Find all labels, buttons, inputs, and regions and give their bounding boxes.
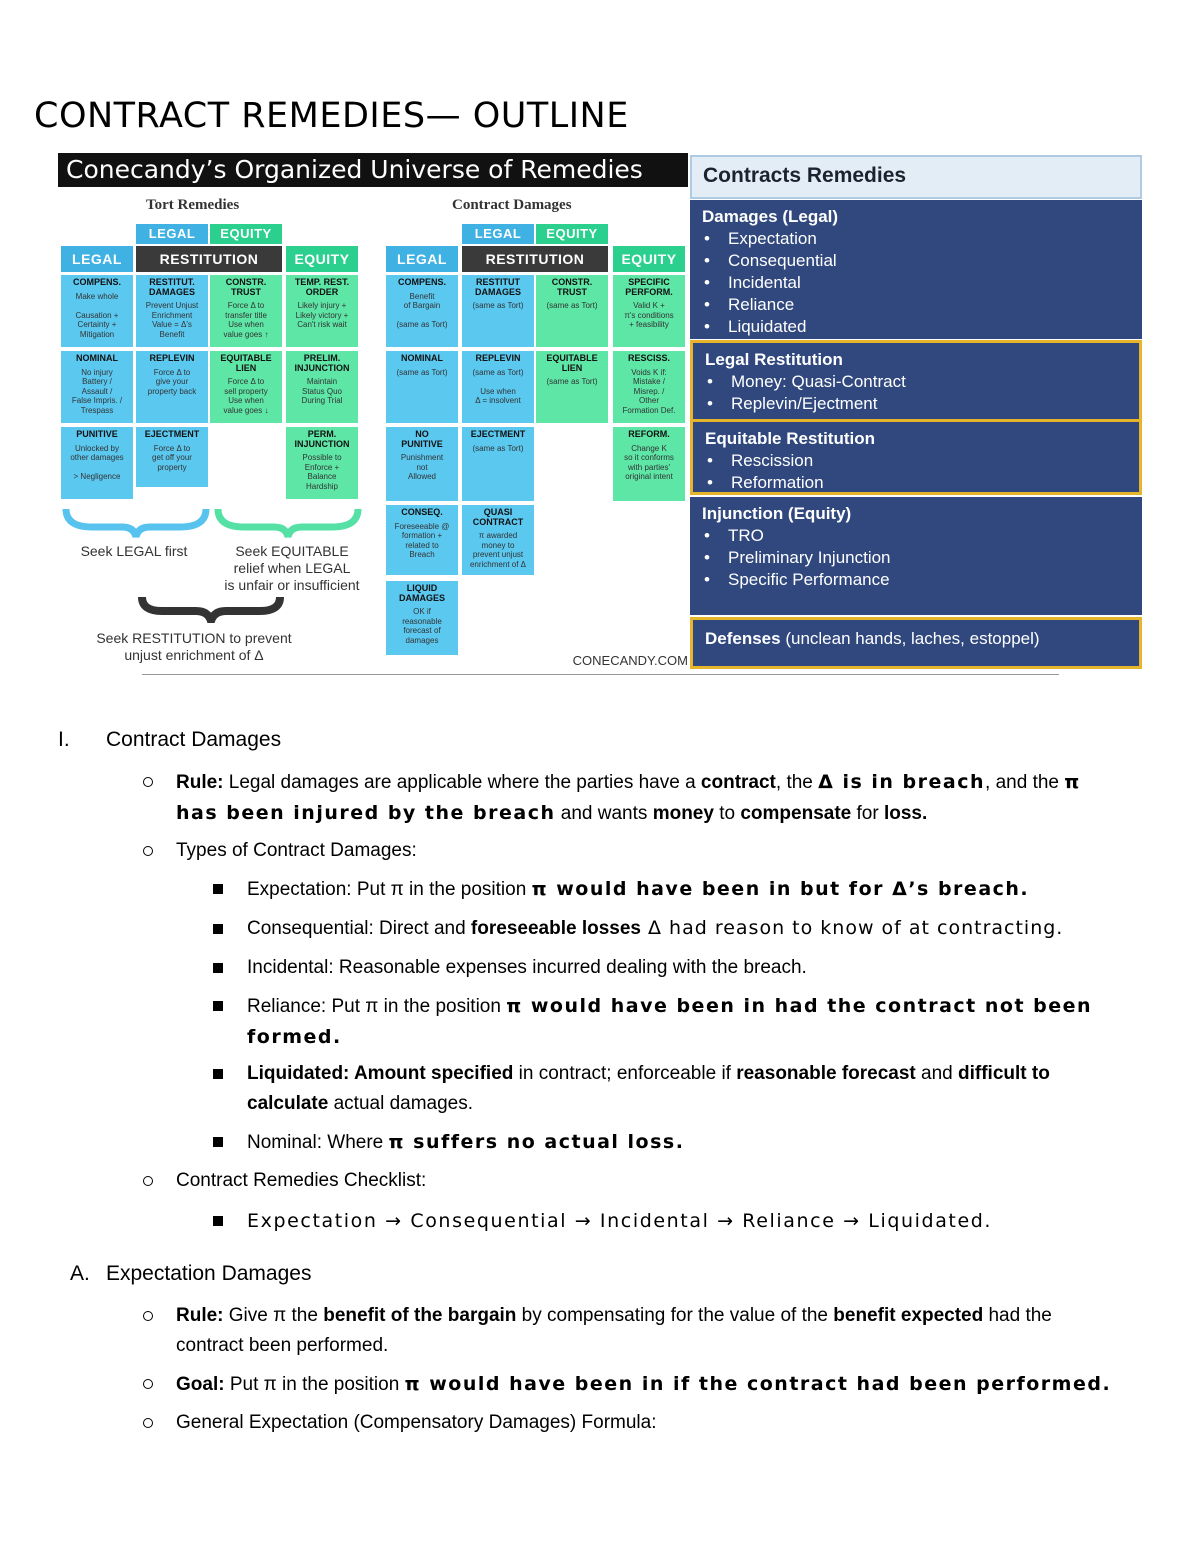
liquidated-item [247,1059,1147,1119]
cell-desc: Benefit of Bargain (same as Tort) [396,291,448,329]
cell-desc: (same as Tort) [472,301,524,310]
contract-replevin-cell [462,351,534,423]
expectation-rule-paragraph [176,1301,1156,1361]
section-heading: Expectation Damages [106,1262,312,1285]
tort-restitut-cell [136,275,208,347]
cell-title: COMPENS. [72,277,121,287]
damages-item: • Consequential [728,250,1130,272]
table-title: Contracts Remedies [690,155,1142,199]
cell-title: CONSEQ. [401,507,443,517]
equitable-restitution-item: • Reformation [731,472,1127,494]
text-run: π [1064,771,1081,793]
cell-title: REPLEVIN [149,353,195,363]
text-run: incurred dealing with the breach. [526,957,807,978]
injunction-title: Injunction (Equity) [702,504,852,523]
text-run: , and the [985,772,1065,793]
diagram-header: Conecandy’s Organized Universe of Remedies [58,153,688,187]
cell-title: RESTITUT. DAMAGES [148,277,195,297]
text-run: Give π the [223,1305,324,1326]
tort-eq-lien-cell [210,351,282,423]
square-bullet [213,884,223,894]
nominal-item [247,1127,684,1158]
contract-eq-lien-cell [536,351,608,423]
cell-desc: Force Δ to give your property back [147,367,197,396]
legal-restitution-item: • Replevin/Ejectment [731,393,1127,415]
cell-title: LIQUID DAMAGES [398,583,445,603]
text-run: Δ had reason to know of at contracting. [640,917,1064,939]
item-label: Liquidated: [247,1063,350,1084]
square-bullet [213,1001,223,1011]
tort-temp-order-cell [286,275,358,347]
circle-bullet [143,846,153,856]
checklist-item: Expectation → Consequential → Incidental → Reliance → Liquidated. [247,1210,993,1232]
cell-title: RESCISS. [627,353,670,363]
text-run: actual damages. [328,1093,474,1114]
tort-legal-header: LEGAL [61,246,133,272]
tort-perm-cell [286,427,358,499]
text-run: reasonable forecast [736,1063,916,1084]
goal-paragraph [176,1369,1111,1400]
cell-title: NOMINAL [76,353,118,363]
rule-paragraph [176,767,1166,829]
rule-label: Rule: [176,1305,224,1326]
note-seek-equitable: Seek EQUITABLE relief when LEGAL is unfair or insufficient [224,543,360,593]
tort-restitution-legal-label: LEGAL [136,224,208,244]
equitable-restitution-title: Equitable Restitution [705,429,875,448]
remedies-diagram [58,153,688,670]
contract-nominal-cell [386,351,458,423]
contract-rescission-cell [613,351,685,423]
cell-desc: (same as Tort) [396,367,448,377]
cell-title: QUASI CONTRACT [472,507,524,527]
text-run: benefit of the bargain [323,1305,517,1326]
text-run: contract been performed. [176,1335,389,1356]
damages-box [690,200,1142,339]
text-run: Where [321,1132,389,1153]
text-run: Put π in the position [351,879,532,900]
injunction-item: • Specific Performance [728,569,1130,591]
tort-compens-cell [61,275,133,347]
circle-bullet [143,1311,153,1321]
item-label: Nominal: [247,1132,322,1153]
item-label: Consequential: [247,918,374,939]
item-label: Reliance: [247,996,327,1017]
defenses-label: Defenses [705,629,781,648]
text-run: Legal damages are applicable where the parties have a [223,772,701,793]
square-bullet [213,1216,223,1226]
contract-reformation-cell [613,427,685,501]
text-run: π would have been in if the contract had been performed. [404,1373,1112,1395]
consequential-item [247,913,1063,944]
text-run: foreseeable losses [470,918,641,939]
contract-liquid-cell [386,581,458,655]
text-run: , the [775,772,819,793]
tort-restitution-header: RESTITUTION [136,246,282,272]
cell-desc: Change K so it conforms with parties' original intent [624,443,674,481]
divider [142,674,1059,675]
text-run: had the [983,1305,1052,1326]
section-heading: Contract Damages [106,728,282,751]
cell-desc: Voids K if: Mistake / Misrep. / Other Formation Def. [622,367,676,415]
text-run: contract [700,772,776,793]
cell-desc: Prevent Unjust Enrichment Value = Δ's Benefit [145,301,199,339]
text-run: Amount specified [349,1063,514,1084]
text-run: Δ is in breach [818,771,986,793]
cell-title: PUNITIVE [76,429,118,439]
contract-restitution-legal-label: LEGAL [462,224,534,244]
square-bullet [213,1137,223,1147]
cell-title: NOMINAL [401,353,443,363]
cell-desc: Valid K + π's conditions + feasibility [624,301,674,329]
text-run: π would have been in but for Δ’s breach. [531,878,1030,900]
text-run: and [915,1063,959,1084]
contract-constr-trust-cell [536,275,608,347]
cell-title: REPLEVIN [475,353,521,363]
checklist-heading: Contract Remedies Checklist: [176,1170,427,1191]
tort-prelim-cell [286,351,358,423]
damages-item: • Expectation [728,228,1130,250]
square-bullet [213,924,223,934]
cell-desc: Punishment not Allowed [400,453,444,481]
injunction-item: • Preliminary Injunction [728,547,1130,569]
contract-ejectment-cell [462,427,534,501]
text-run: compensate [740,803,852,824]
types-heading: Types of Contract Damages: [176,840,417,861]
cell-desc: Maintain Status Quo During Trial [301,377,343,405]
tort-remedies-title: Tort Remedies [146,197,240,213]
note-seek-legal: Seek LEGAL first [80,543,188,559]
equitable-restitution-item: • Rescission [731,450,1127,472]
cell-desc: π awarded money to prevent unjust enrichment of Δ [469,531,527,569]
injunction-box [690,497,1142,615]
cell-desc: Unlocked by other damages > Negligence [70,443,124,481]
cell-title: EQUITABLE LIEN [220,353,272,373]
cell-desc: (same as Tort) Use when Δ = insolvent [472,367,524,405]
circle-bullet [143,1176,153,1186]
text-run: to [713,803,741,824]
section-number: A. [70,1262,90,1285]
text-run: and wants [555,803,653,824]
equitable-restitution-box [690,419,1142,495]
cell-desc: (same as Tort) [546,377,598,386]
expectation-item [247,874,1029,905]
tort-nominal-cell [61,351,133,423]
cell-title: PERM. INJUNCTION [294,429,350,449]
defenses-box [690,617,1142,669]
circle-bullet [143,1418,153,1428]
damages-item: • Liquidated [728,316,1130,338]
cell-title: EQUITABLE LIEN [546,353,598,373]
cell-title: COMPENS. [397,277,446,287]
contract-damages-title: Contract Damages [452,197,572,213]
cell-title: PRELIM. INJUNCTION [294,353,350,373]
text-run: difficult to [958,1063,1050,1084]
page-title: CONTRACT REMEDIES— OUTLINE [34,96,629,136]
legal-equity-braces [62,505,362,539]
text-run: in contract; enforceable if [513,1063,737,1084]
contracts-remedies-table [690,155,1142,670]
cell-desc: Force Δ to get off your property [152,443,192,472]
text-run: Put π in the position [326,996,507,1017]
tort-replevin-cell [136,351,208,423]
contract-compens-cell [386,275,458,347]
restitution-brace [138,593,288,623]
tort-constr-trust-cell [210,275,282,347]
cell-desc: Force Δ to sell property Use when value goes ↓ [223,377,269,415]
cell-title: SPECIFIC PERFORM. [625,277,673,297]
text-run: Direct and [373,918,471,939]
contract-specific-cell [613,275,685,347]
cell-desc: Possible to Enforce + Balance Hardship [302,453,342,491]
cell-title: TEMP. REST. ORDER [294,277,350,297]
cell-desc: Make whole Causation + Certainty + Mitigation [75,291,119,339]
defenses-detail: (unclean hands, laches, estoppel) [780,629,1040,648]
text-run: π suffers no actual loss. [388,1131,685,1153]
damages-item: • Reliance [728,294,1130,316]
text-run: formed. [247,1026,342,1048]
square-bullet [213,963,223,973]
tort-restitution-equity-label: EQUITY [210,224,282,244]
cell-desc: (same as Tort) [546,301,598,310]
contract-restitution-equity-label: EQUITY [536,224,608,244]
legal-restitution-title: Legal Restitution [705,350,843,369]
text-run: has been injured by the breach [176,802,556,824]
cell-title: NO PUNITIVE [401,429,443,449]
text-run: benefit expected [833,1305,984,1326]
cell-desc: OK if reasonable forecast of damages [402,607,442,645]
text-run: Reasonable expenses [333,957,527,978]
tort-equity-header: EQUITY [286,246,358,272]
legal-restitution-item: • Money: Quasi-Contract [731,371,1127,393]
cell-desc: (same as Tort) [472,443,524,453]
contract-restitution-header: RESTITUTION [462,246,608,272]
circle-bullet [143,1379,153,1389]
reliance-item [247,991,1147,1053]
text-run: by compensating for the value of the [516,1305,834,1326]
item-label: Incidental: [247,957,334,978]
cell-title: EJECTMENT [470,429,526,439]
formula-heading: General Expectation (Compensatory Damages) Formula: [176,1412,657,1433]
note-seek-restitution: Seek RESTITUTION to prevent unjust enrichment of Δ [96,630,292,663]
text-run: for [851,803,884,824]
cell-title: RESTITUT DAMAGES [474,277,521,297]
square-bullet [213,1069,223,1079]
rule-label: Rule: [176,772,224,793]
text-run: Put π in the position [224,1374,405,1395]
section-number: I. [58,728,70,751]
cell-title: REFORM. [628,429,670,439]
goal-label: Goal: [176,1374,225,1395]
item-label: Expectation: [247,879,352,900]
cell-desc: Foreseeable @ formation + related to Breach [394,521,450,559]
text-run: π would have been in had the contract not been [506,995,1093,1017]
text-run: loss. [883,803,928,824]
contract-quasi-cell [462,505,534,575]
legal-restitution-box [690,340,1142,424]
cell-desc: No injury Battery / Assault / False Impris. / Trespass [71,367,123,415]
incidental-item [247,953,807,983]
text-run: calculate [247,1093,329,1114]
text-run: money [652,803,714,824]
damages-item: • Incidental [728,272,1130,294]
damages-title: Damages (Legal) [702,207,839,226]
cell-desc: Force Δ to transfer title Use when value goes ↑ [223,301,269,339]
contract-conseq-cell [386,505,458,575]
cell-title: CONSTR. TRUST [225,277,267,297]
circle-bullet [143,777,153,787]
injunction-item: • TRO [728,525,1130,547]
tort-punitive-cell [61,427,133,499]
site-credit: CONECANDY.COM [572,653,688,668]
contract-no-punitive-cell [386,427,458,501]
tort-ejectment-cell [136,427,208,487]
cell-desc: Likely injury + Likely victory + Can't risk wait [295,301,349,329]
cell-title: EJECTMENT [144,429,200,439]
contract-equity-header: EQUITY [613,246,685,272]
contract-restitut-cell [462,275,534,347]
cell-title: CONSTR. TRUST [551,277,593,297]
contract-legal-header: LEGAL [386,246,458,272]
